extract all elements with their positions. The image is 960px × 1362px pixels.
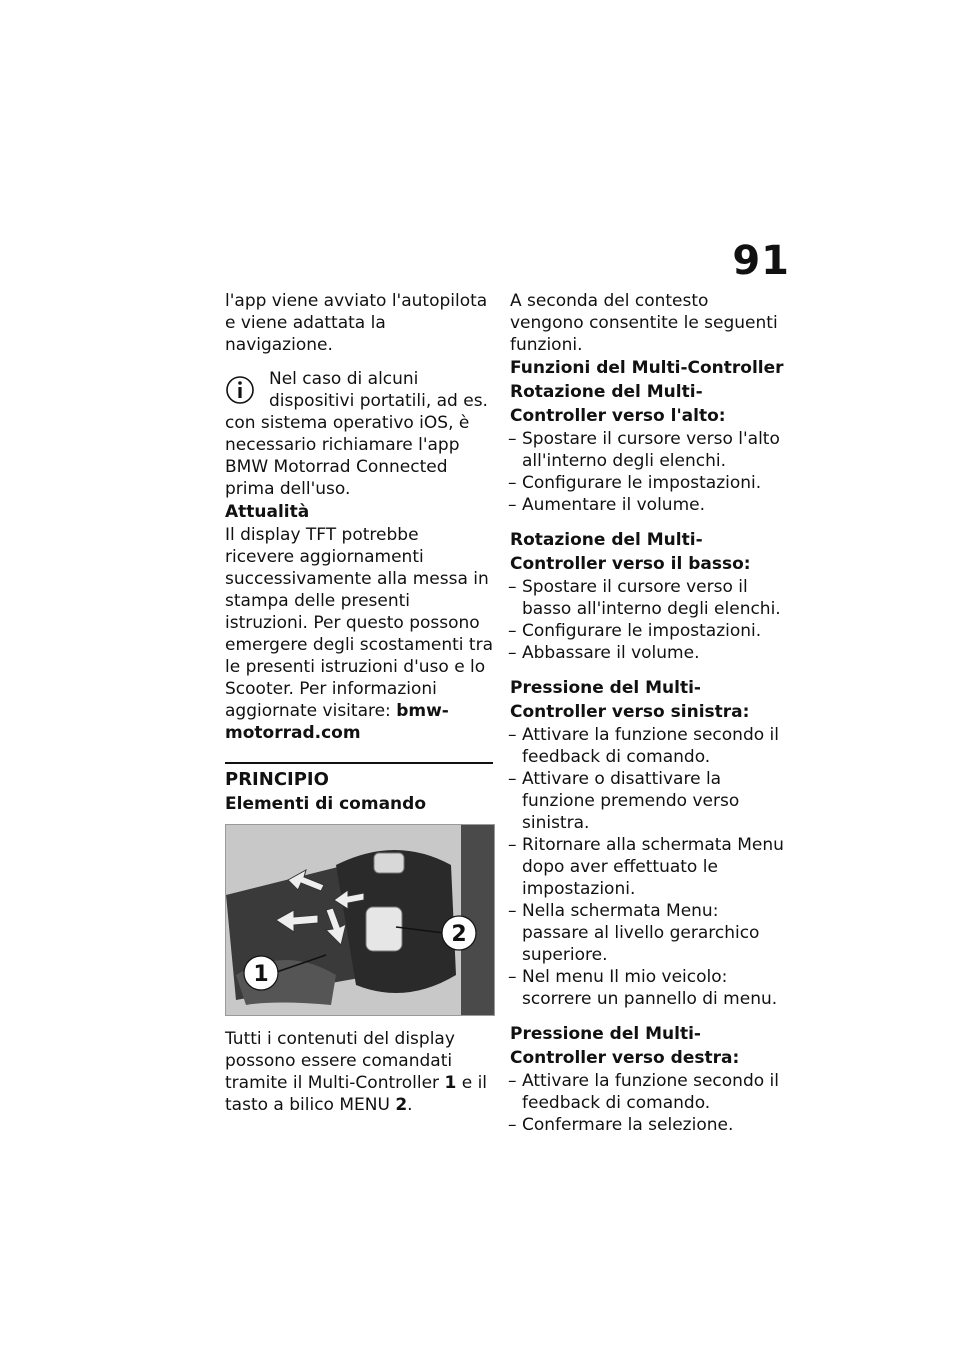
list-item: – Spostare il cursore verso l'alto all'interno degli elenchi. [510,428,785,472]
page-number: 91 [732,238,790,284]
section-divider [225,762,493,792]
right-column [510,290,785,1136]
list-item: – Configurare le impostazioni. [510,620,785,642]
callout-2: 2 [451,922,467,947]
group-heading: Pressione del Multi-Controller verso sinistra: [510,678,750,722]
intro-paragraph: l'app viene avviato l'autopilota e viene adattata la navigazione. [225,291,488,355]
list-item: – Attivare la funzione secondo il feedback di comando. [510,1070,785,1114]
list-item: – Aumentare il volume. [510,494,785,516]
functions-heading: Funzioni del Multi-Controller [510,358,784,378]
list-item: – Configurare le impostazioni. [510,472,785,494]
list-item: – Attivare o disattivare la funzione premendo verso sinistra. [510,768,785,834]
attualita-text: Il display TFT potrebbe ricevere aggiornamenti successivamente alla messa in stampa delle presenti istruzioni. Per questo possono emergere degli scostamenti tra le presenti istruzioni d'uso e lo Scooter. Per informazioni aggiornate visitare: bmw-motorrad.com [225,525,493,743]
group-up [510,380,785,516]
group-heading: Pressione del Multi-Controller verso destra: [510,1024,740,1068]
handlebar-illustration [226,825,494,1015]
list-item: – Ritornare alla schermata Menu dopo aver effettuato le impostazioni. [510,834,785,900]
note-text: con sistema operativo iOS, è necessario richiamare l'app BMW Motorrad Connected prima dell'uso. [225,413,470,499]
callout-1: 1 [253,962,269,987]
list-item: – Nel menu Il mio veicolo: scorrere un pannello di menu. [510,966,785,1010]
list-item: – Spostare il cursore verso il basso all'interno degli elenchi. [510,576,785,620]
section-title: PRINCIPIO [225,769,329,790]
list-item: – Abbassare il volume. [510,642,785,664]
list-item: – Attivare la funzione secondo il feedback di comando. [510,724,785,768]
attualita-heading: Attualità [225,502,310,522]
website-link[interactable]: bmw-motorrad.com [225,701,449,743]
group-heading: Rotazione del Multi-Controller verso il basso: [510,530,751,574]
controls-figure [225,824,495,1016]
list-item: – Confermare la selezione. [510,1114,785,1136]
group-heading: Rotazione del Multi-Controller verso l'alto: [510,382,726,426]
note-line-2: dispositivi portatili, ad es. [269,391,488,411]
right-intro: A seconda del contesto vengono consentite le seguenti funzioni. [510,291,778,355]
info-note [225,368,493,500]
elements-heading: Elementi di comando [225,794,426,814]
note-line-1: Nel caso di alcuni [269,369,419,389]
info-icon [225,372,259,408]
group-down [510,528,785,664]
left-column [225,290,493,1116]
figure-caption: Tutti i contenuti del display possono essere comandati tramite il Multi-Controller 1 e il tasto a bilico MENU 2. [225,1029,488,1115]
group-left [510,676,785,1010]
group-right [510,1022,785,1136]
list-item: – Nella schermata Menu: passare al livello gerarchico superiore. [510,900,785,966]
